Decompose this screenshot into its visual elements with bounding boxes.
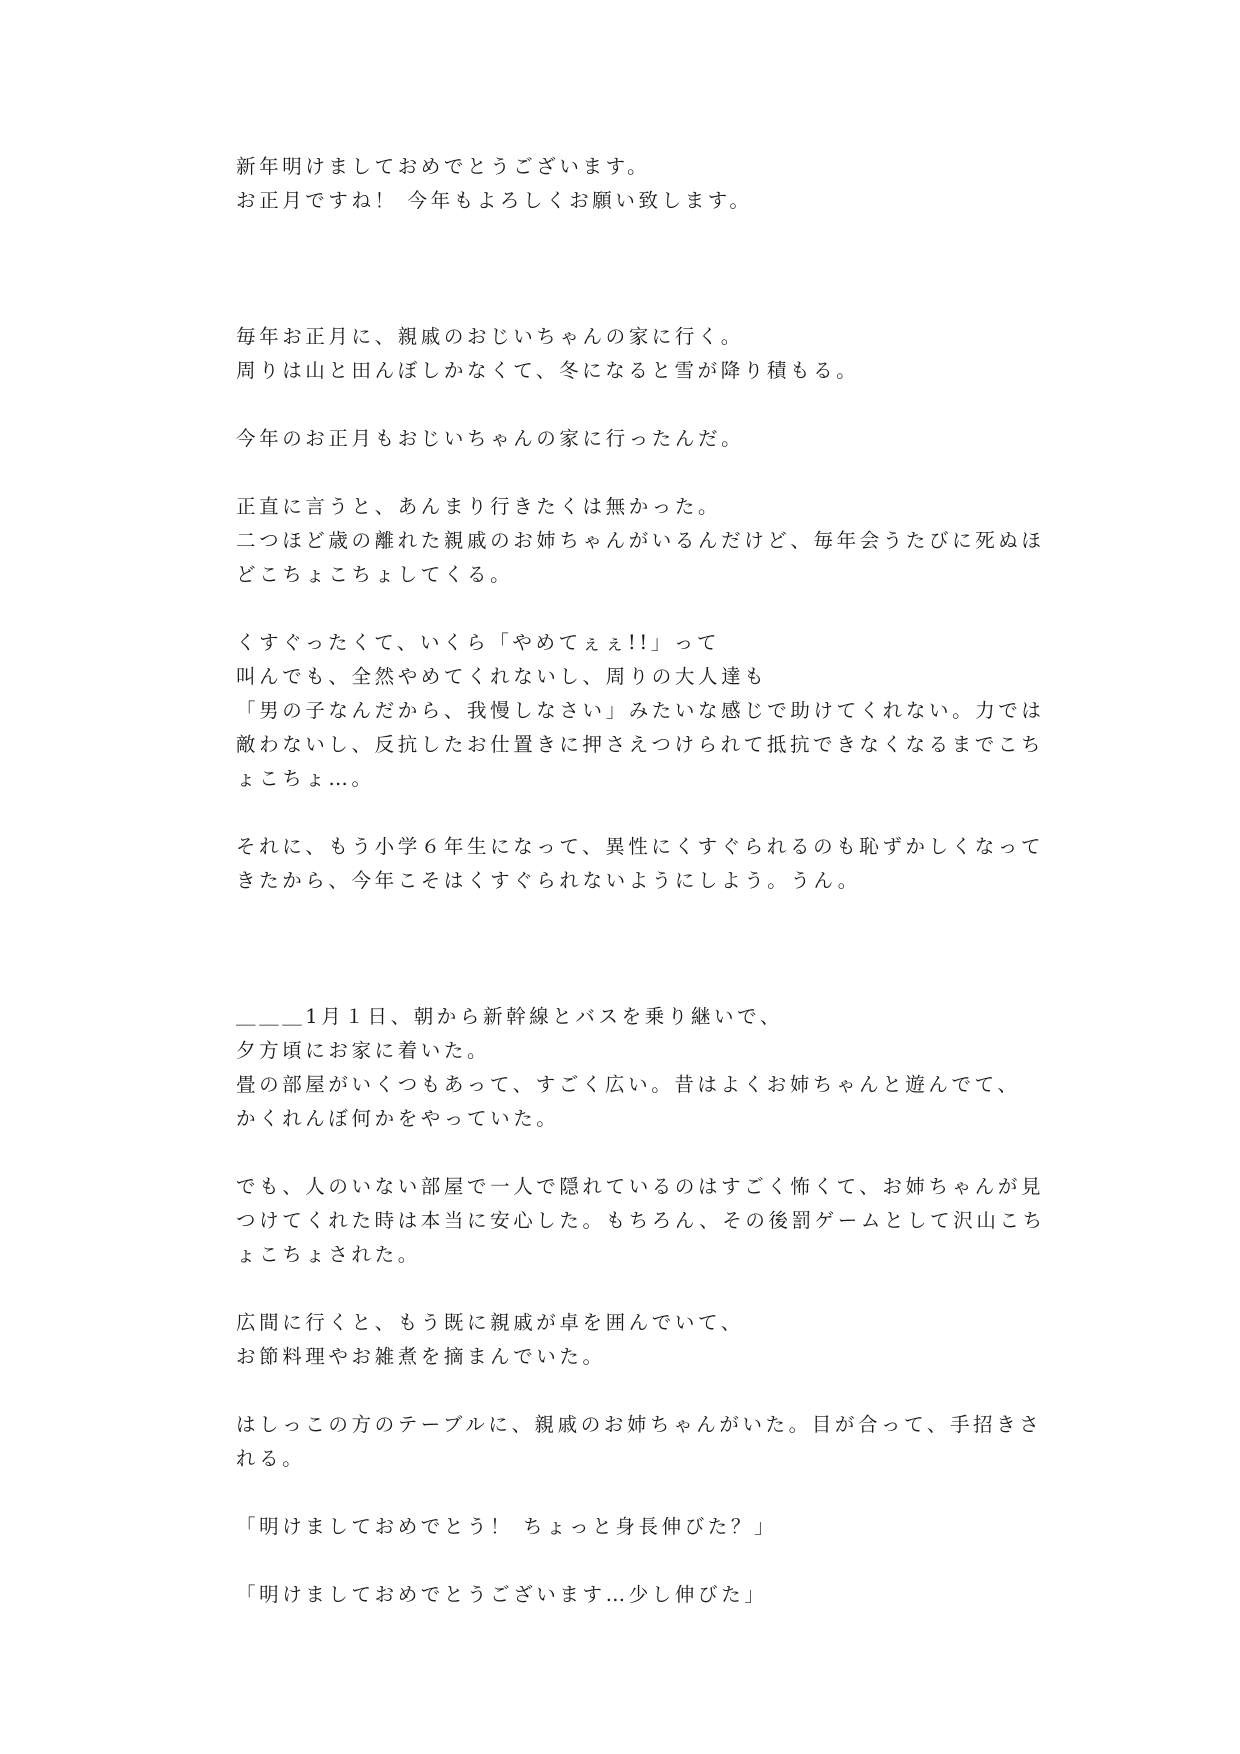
- text-line: お節料理やお雑煮を摘まんでいた。: [236, 1345, 606, 1368]
- text-line: つけてくれた時は本当に安心した。もちろん、その後罰ゲームとして沢山こち: [236, 1209, 1046, 1232]
- text-line: 今年のお正月もおじいちゃんの家に行ったんだ。: [236, 427, 745, 450]
- text-line: でも、人のいない部屋で一人で隠れているのはすごく怖くて、お姉ちゃんが見: [236, 1175, 1045, 1198]
- text-line: 周りは山と田んぼしかなくて、冬になると雪が降り積もる。: [236, 359, 860, 382]
- text-line: れる。: [236, 1447, 306, 1470]
- text-line: 叫んでも、全然やめてくれないし、周りの大人達も: [236, 665, 768, 688]
- text-line: それに、もう小学６年生になって、異性にくすぐられるのも恥ずかしくなって: [236, 835, 1045, 858]
- paragraph-gap: [236, 592, 1016, 626]
- paragraph-gap: [236, 1272, 1016, 1306]
- text-line: 夕方頃にお家に着いた。: [236, 1039, 491, 1062]
- text-line: 「男の子なんだから、我慢しなさい」みたいな感じで助けてくれない。力では: [236, 699, 1045, 722]
- paragraph-gap: [236, 898, 1016, 1000]
- paragraph-gap: [236, 796, 1016, 830]
- paragraph-gap: [236, 1136, 1016, 1170]
- text-line: ょこちょされた。: [236, 1243, 421, 1266]
- text-line: 広間に行くと、もう既に親戚が卓を囲んでいて、: [236, 1311, 744, 1334]
- body-text: [236, 150, 1046, 1612]
- text-line: 敵わないし、反抗したお仕置きに押さえつけられて抵抗できなくなるまでこち: [236, 733, 1045, 756]
- text-line: きたから、今年こそはくすぐられないようにしよう。うん。: [236, 869, 861, 892]
- text-line: どこちょこちょしてくる。: [236, 563, 514, 586]
- text-line: お正月ですね！ 今年もよろしくお願い致します。: [236, 189, 753, 212]
- paragraph-gap: [236, 1544, 1016, 1578]
- text-line: くすぐったくて、いくら「やめてぇぇ!!」って: [236, 631, 721, 654]
- paragraph-gap: [236, 1476, 1016, 1510]
- paragraph-gap: [236, 1374, 1016, 1408]
- text-line: 毎年お正月に、親戚のおじいちゃんの家に行く。: [236, 325, 744, 348]
- text-line: 新年明けましておめでとうございます。: [236, 155, 651, 178]
- text-line: ＿＿＿1月１日、朝から新幹線とバスを乗り継いで、: [236, 1005, 783, 1028]
- text-line: 正直に言うと、あんまり行きたくは無かった。: [236, 495, 722, 518]
- dialogue-line: 「明けましておめでとうございます…少し伸びた」: [236, 1583, 768, 1606]
- text-line: ょこちょ…。: [236, 767, 375, 790]
- text-line: 二つほど歳の離れた親戚のお姉ちゃんがいるんだけど、毎年会うたびに死ぬほ: [236, 529, 1045, 552]
- text-line: はしっこの方のテーブルに、親戚のお姉ちゃんがいた。目が合って、手招きさ: [236, 1413, 1043, 1436]
- text-line: かくれんぼ何かをやっていた。: [236, 1107, 560, 1130]
- paragraph-gap: [236, 456, 1016, 490]
- paragraph-gap: [236, 218, 1016, 320]
- paragraph-gap: [236, 388, 1016, 422]
- dialogue-line: 「明けましておめでとう！ ちょっと身長伸びた？」: [236, 1515, 778, 1538]
- text-line: 畳の部屋がいくつもあって、すごく広い。昔はよくお姉ちゃんと遊んでて、: [236, 1073, 1021, 1096]
